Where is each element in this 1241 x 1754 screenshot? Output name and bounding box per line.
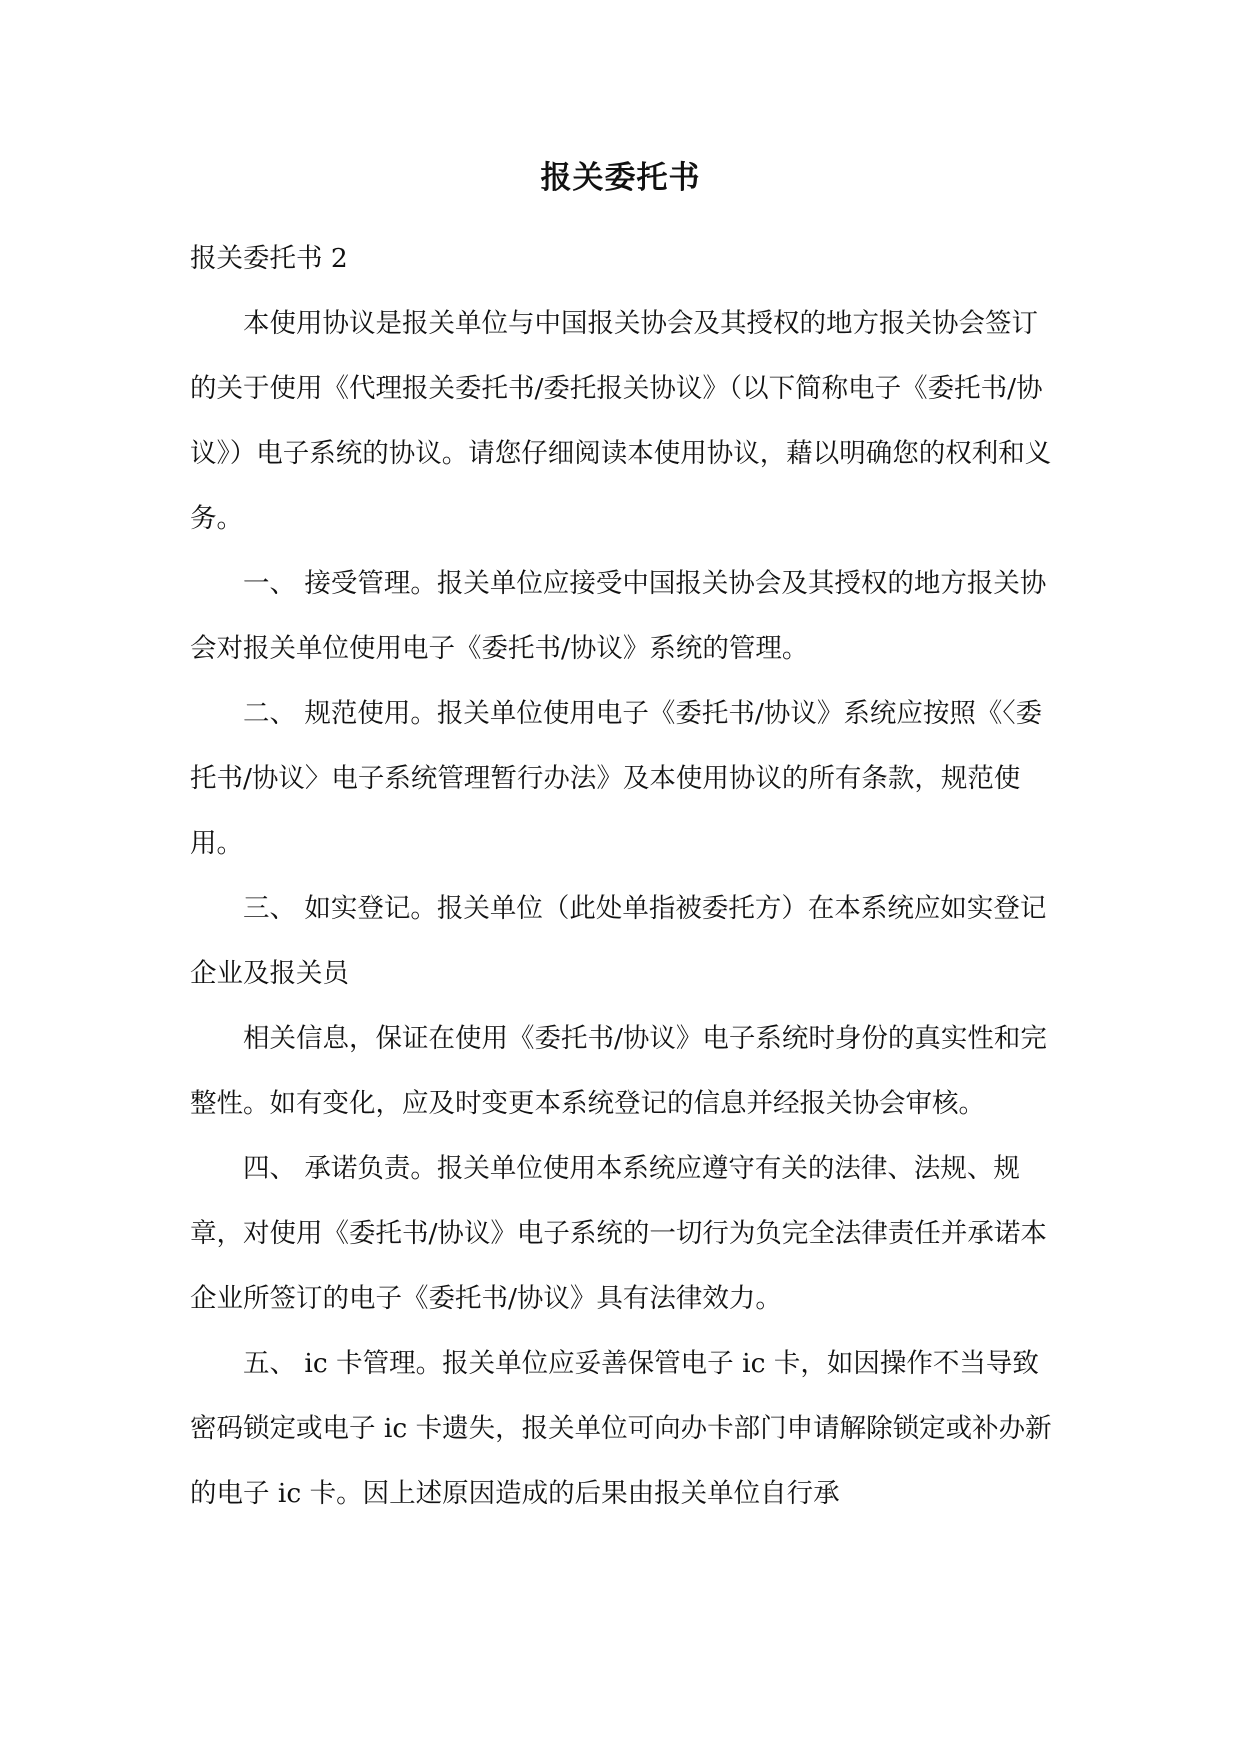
document-body <box>190 226 1060 1526</box>
paragraph-clause-3: 三、 如实登记。报关单位（此处单指被委托方）在本系统应如实登记企业及报关员 <box>190 893 1047 989</box>
paragraph-clause-1: 一、 接受管理。报关单位应接受中国报关协会及其授权的地方报关协会对报关单位使用电子《委托书/协议》系统的管理。 <box>190 568 1047 664</box>
paragraph-clause-4: 四、 承诺负责。报关单位使用本系统应遵守有关的法律、法规、规章，对使用《委托书/协议》电子系统的一切行为负完全法律责任并承诺本企业所签订的电子《委托书/协议》具有法律效力。 <box>190 1153 1047 1314</box>
paragraph-clause-3-continued: 相关信息，保证在使用《委托书/协议》电子系统时身份的真实性和完整性。如有变化，应及时变更本系统登记的信息并经报关协会审核。 <box>190 1023 1047 1119</box>
paragraph-clause-2: 二、 规范使用。报关单位使用电子《委托书/协议》系统应按照《〈委托书/协议〉电子系统管理暂行办法》及本使用协议的所有条款，规范使用。 <box>190 698 1043 859</box>
paragraph-clause-5: 五、 ic 卡管理。报关单位应妥善保管电子 ic 卡，如因操作不当导致密码锁定或电子 ic 卡遗失，报关单位可向办卡部门申请解除锁定或补办新的电子 ic 卡。因上述原因造成的后果由报关单位自行承 <box>190 1348 1052 1509</box>
document-subtitle: 报关委托书 2 <box>190 243 348 274</box>
paragraph-intro: 本使用协议是报关单位与中国报关协会及其授权的地方报关协会签订的关于使用《代理报关委托书/委托报关协议》（以下简称电子《委托书/协议》）电子系统的协议。请您仔细阅读本使用协议，藉以明确您的权利和义务。 <box>190 308 1052 534</box>
document-title: 报关委托书 <box>540 160 701 196</box>
